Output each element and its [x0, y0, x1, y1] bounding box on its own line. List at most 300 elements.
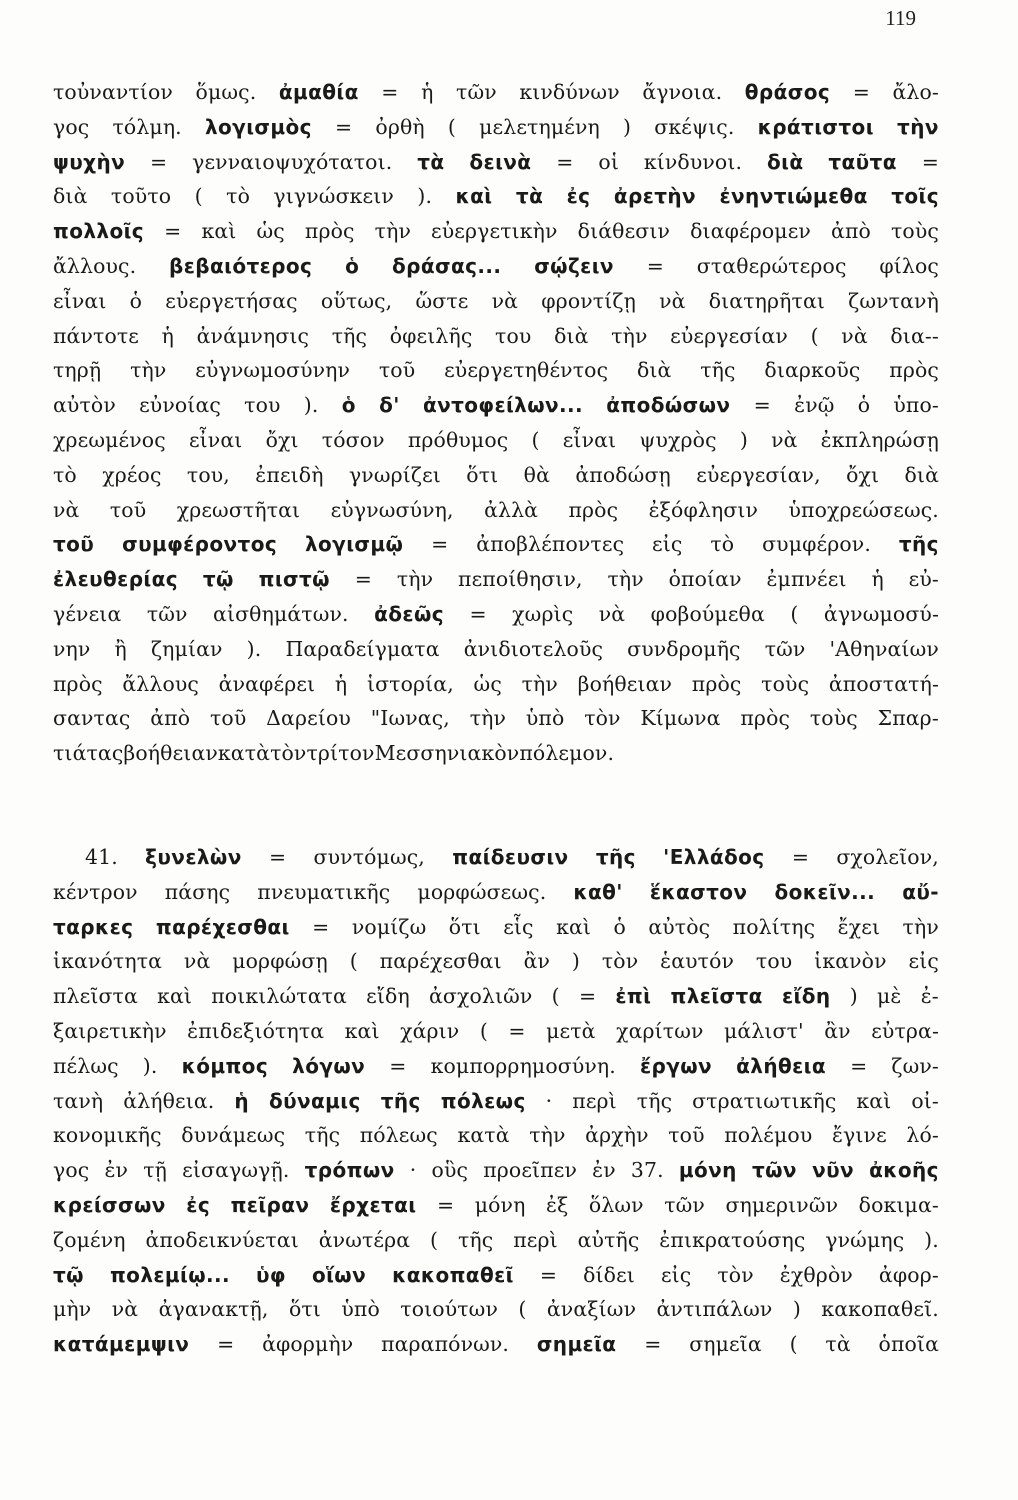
word: διάθεσιν	[577, 219, 671, 244]
lemma-word: κακοπαθεῖ	[392, 1262, 514, 1287]
word: τανὴ	[53, 1088, 104, 1113]
word: ἡ	[421, 80, 434, 104]
word: ἄγνοια.	[642, 80, 723, 104]
lemma-word: πολεμίῳ...	[109, 1262, 230, 1287]
text-line	[53, 353, 939, 388]
lemma-word: 'Ελλάδος	[663, 845, 765, 869]
word: πεποίθησιν,	[458, 567, 583, 592]
word: εἶναι	[562, 427, 617, 452]
lemma-word: τῶν	[751, 1158, 797, 1183]
word: ζημίαν	[150, 636, 223, 661]
word: ὅμως.	[195, 80, 257, 104]
text-line	[53, 979, 939, 1014]
text-line	[53, 701, 939, 736]
lemma-word: δύναμις	[268, 1088, 361, 1113]
text-line	[53, 562, 939, 597]
word: =	[150, 149, 168, 174]
word: πάντοτε	[53, 323, 140, 348]
lemma-word: πόλεως	[440, 1088, 526, 1113]
word: ἔγινε	[831, 1123, 887, 1148]
text-line	[53, 75, 939, 110]
lemma-word: παίδευσιν	[452, 845, 569, 869]
word: ποικιλώτατα	[211, 984, 347, 1009]
word: γιγνώσκειν	[273, 184, 394, 209]
word: οὕτως,	[320, 288, 393, 313]
word: )	[571, 949, 581, 974]
word: πόλεμον.	[519, 741, 615, 766]
lemma-word: τὴν	[897, 114, 939, 139]
word: Κίμωνα	[640, 706, 721, 731]
lemma-word: ἀλήθεια	[736, 1053, 826, 1078]
word: ζωντανὴ	[848, 288, 939, 313]
word: ζων-	[891, 1053, 939, 1078]
text-line	[53, 1014, 939, 1049]
word: ὅτι	[466, 462, 499, 487]
word: ἱκανότητα	[53, 949, 163, 974]
word: κατὰ	[457, 1123, 510, 1148]
lemma-word: ἐπὶ	[615, 984, 652, 1009]
word: ἐπειδὴ	[255, 462, 324, 487]
lemma-word: ἀκοῆς	[869, 1158, 939, 1183]
lemma-word: τὰ	[417, 149, 445, 174]
word: ἀποδεικνύεται	[145, 1227, 299, 1252]
word: σχολεῖον,	[836, 845, 939, 869]
word: εὐνοίας	[139, 393, 221, 418]
lemma-word: ἐς	[566, 184, 591, 209]
word: κομπορρημοσύνη.	[430, 1053, 616, 1078]
lemma-word: δοκεῖν...	[774, 879, 876, 904]
word: ἂν	[523, 949, 551, 974]
lemma-word: σημεῖα	[536, 1332, 617, 1357]
word: κίνδυνοι.	[643, 149, 743, 174]
lemma-word: τοῖς	[891, 184, 939, 209]
word: ὥστε	[415, 288, 469, 313]
word: εὐγνωσύνη,	[330, 497, 454, 522]
word: αἰσθημάτων.	[213, 601, 349, 626]
word: γνωρίζει	[348, 462, 441, 487]
word: τηρῇ	[53, 358, 102, 383]
word: ὁ	[129, 288, 143, 313]
word: διὰ	[554, 323, 589, 348]
word: (	[790, 601, 799, 626]
word: εἰς	[660, 1262, 692, 1287]
word: συνδρομῆς	[627, 636, 741, 661]
word: (	[518, 1297, 527, 1322]
text-line	[53, 145, 939, 180]
word: στρατιωτικῆς	[692, 1088, 837, 1113]
word: γένεια	[53, 601, 122, 626]
word: καὶ	[556, 914, 592, 939]
word: πρὸς	[691, 671, 742, 696]
lemma-word: ἐλευθερίας	[53, 567, 179, 592]
lemma-word: καθ'	[573, 879, 623, 904]
word: καὶ	[201, 219, 237, 244]
word: φοβούμεθα	[650, 601, 765, 626]
word: σημεῖα	[689, 1332, 762, 1357]
word: τὸ	[53, 462, 77, 487]
word: ἑαυτόν	[660, 949, 735, 974]
word: τόσον	[321, 427, 385, 452]
lemma-word: ὁ	[341, 393, 356, 418]
word: ἀνωτέρα	[318, 1227, 411, 1252]
word: =	[312, 914, 330, 939]
word: ἐπιδεξιότητα	[187, 1018, 325, 1043]
word: ἐκπληρώσῃ	[820, 427, 939, 452]
lemma-word: οἵων	[311, 1262, 367, 1287]
text-line	[53, 493, 939, 528]
word: ὑπὸ	[341, 1297, 380, 1322]
text-line	[53, 249, 939, 284]
word: τοιούτων	[400, 1297, 498, 1322]
lemma-word: κόμπος	[181, 1053, 269, 1078]
text-line	[53, 1049, 939, 1084]
word: εὐεργεσίαν	[670, 323, 788, 348]
word: (	[789, 1332, 798, 1357]
word: εἶναι	[188, 427, 243, 452]
lemma-word: λογισμῷ	[304, 532, 404, 557]
lemma-word: πολλοῖς	[53, 219, 145, 244]
word: =	[753, 393, 771, 418]
word: =	[539, 1262, 558, 1287]
word: Δαρείου	[266, 706, 351, 731]
word: (	[349, 949, 358, 974]
word: χρεωμένος	[53, 427, 166, 452]
word: διὰ	[636, 358, 672, 383]
word: νομίζω	[351, 914, 427, 939]
word: Μεσσηνιακὸν	[374, 741, 520, 766]
word: τὴν	[374, 219, 411, 244]
word: χωρὶς	[512, 601, 574, 626]
word: του	[755, 949, 793, 974]
word: αὐτὸν	[53, 393, 116, 418]
lemma-word: ἐς	[186, 1192, 211, 1217]
word: μὲ	[877, 984, 902, 1009]
word: ἀγνωμοσύ-	[823, 601, 939, 626]
word: γενναιοψυχότατοι.	[192, 149, 393, 174]
word: οἰ-	[911, 1088, 939, 1113]
lemma-word: ψυχὴν	[53, 149, 126, 174]
text-line	[53, 1118, 939, 1153]
word: πρὸς	[568, 497, 619, 522]
word: 41.	[85, 845, 118, 869]
lemma-word: ἀντοφείλων...	[422, 393, 584, 418]
word: τῆς	[457, 1227, 494, 1252]
lemma-word: διὰ	[767, 149, 804, 174]
word: νὰ	[183, 949, 211, 974]
word: εὐεργετηθέντος	[444, 358, 609, 383]
word: =	[436, 1192, 455, 1217]
word: τρίτον	[306, 741, 375, 766]
word: ἀνιδιοτελοῦς	[463, 636, 604, 661]
word: εὐεργετήσας	[165, 288, 298, 313]
word: πρὸς	[740, 706, 791, 731]
word: τόλμη.	[112, 114, 182, 139]
lemma-word: ἕκαστον	[649, 879, 748, 904]
word: δια--	[890, 323, 939, 348]
word: τῇ	[143, 1158, 168, 1183]
lemma-word: δεινὰ	[469, 149, 532, 174]
lemma-word: ἔρχεται	[329, 1192, 417, 1217]
word: 'Αθηναίων	[829, 636, 939, 661]
word: θὰ	[523, 462, 551, 487]
word: κακοπαθεῖ.	[821, 1297, 939, 1322]
word: τὸν	[717, 1262, 754, 1287]
word: ὁ	[613, 914, 626, 939]
word: πνευματικῆς	[257, 879, 391, 904]
word: τιάτας	[53, 741, 124, 766]
word: τοῦ	[209, 706, 247, 731]
lemma-word: ἀμαθία	[278, 80, 359, 104]
word: ἀποβλέποντες	[476, 532, 625, 557]
word: =	[852, 80, 870, 104]
word: κέντρον	[53, 879, 138, 904]
word: ἐπικρατούσης	[659, 1227, 806, 1252]
word: ἄλλους.	[53, 253, 137, 278]
word: διατηρῆται	[708, 288, 826, 313]
word: τὸν	[584, 706, 621, 731]
word: κονομικῆς	[53, 1123, 162, 1148]
lemma-word: πιστῷ	[258, 567, 330, 592]
word: μελετημένη	[479, 114, 600, 139]
word: εἰσαγωγῇ.	[182, 1158, 290, 1183]
word: χαρίτων	[616, 1018, 704, 1043]
word: ἀποδώσῃ	[575, 462, 671, 487]
word: ἄλο-	[892, 80, 939, 104]
word: ὑποχρεώσεως.	[788, 497, 939, 522]
word: κατὰ	[217, 741, 271, 766]
word: γνώμης	[825, 1227, 905, 1252]
word: εἷς	[503, 914, 534, 939]
word: πόλεως	[359, 1123, 438, 1148]
word: βοήθειαν	[123, 741, 218, 766]
word: ἀναξίων	[546, 1297, 637, 1322]
lemma-word: κρείσσων	[53, 1192, 166, 1217]
word: =	[469, 601, 487, 626]
word: ὁ	[857, 393, 871, 418]
word: τοῦ	[109, 497, 147, 522]
text-line	[53, 1084, 939, 1119]
word: φίλος	[879, 253, 939, 278]
lemma-word: μόνη	[678, 1158, 737, 1183]
text-line	[53, 597, 939, 632]
word: νὰ	[771, 427, 798, 452]
word: πολίτης	[732, 914, 816, 939]
word: περὶ	[572, 1088, 617, 1113]
word: =	[164, 219, 182, 244]
word: τὴν	[611, 323, 648, 348]
lemma-word: ἀρετὴν	[613, 184, 697, 209]
word: του	[495, 323, 532, 348]
word: διαφέρομεν	[690, 219, 811, 244]
word: (	[551, 984, 560, 1009]
text-line	[53, 423, 939, 458]
lemma-word: τῆς	[898, 532, 939, 557]
word: νην	[53, 636, 91, 661]
word: τοὺς	[809, 706, 858, 731]
word: χρεωστῆται	[176, 497, 301, 522]
word: =	[217, 1332, 235, 1357]
lemma-word: τῷ	[53, 1262, 84, 1287]
word: τὴν	[469, 706, 507, 731]
word: σταθερώτερος	[696, 253, 847, 278]
word: τοῦτο	[110, 184, 172, 209]
word: ἡ	[871, 567, 884, 592]
word: =	[335, 114, 353, 139]
word: καὶ	[157, 984, 193, 1009]
lemma-word: ἀποδώσων	[606, 393, 731, 418]
word: =	[381, 80, 399, 104]
lemma-word: τρόπων	[304, 1158, 395, 1183]
word: τοῦ	[668, 1123, 705, 1148]
lemma-word: ἔργων	[640, 1053, 713, 1078]
lemma-word: ἡ	[234, 1088, 250, 1113]
word: τὴν	[396, 567, 434, 592]
word: μάλιστ'	[724, 1018, 804, 1043]
word: ἡ	[161, 323, 175, 348]
word: ).	[142, 1053, 158, 1078]
text-line	[53, 1153, 939, 1188]
text-line	[53, 458, 939, 493]
word: ἀφορμὴν	[262, 1332, 354, 1357]
word: τὸν	[601, 949, 639, 974]
lemma-word: πεῖραν	[230, 1192, 310, 1217]
word: ἐν	[104, 1158, 129, 1183]
word: =	[644, 1332, 662, 1357]
word: (	[810, 323, 819, 348]
word: (	[447, 114, 457, 139]
word: δυνάμεως	[181, 1123, 286, 1148]
word: ὑπο-	[893, 393, 939, 418]
word: =	[431, 532, 449, 557]
word: ἐξ	[545, 1192, 569, 1217]
word: τὰ	[825, 1332, 851, 1357]
word: φροντίζῃ	[541, 288, 636, 313]
word: τὸν	[270, 741, 307, 766]
word: (	[430, 1227, 439, 1252]
word: πλεῖστα	[53, 984, 138, 1009]
word: ).	[417, 184, 433, 209]
word: ἡ	[334, 671, 348, 696]
word: ἂν	[824, 1018, 851, 1043]
page-number: 119	[885, 6, 916, 30]
word: )	[792, 1297, 801, 1322]
word: σαντας	[53, 706, 131, 731]
word: ἐ-	[920, 984, 939, 1009]
word: νὰ	[491, 288, 519, 313]
word: αὐτὸς	[648, 914, 711, 939]
word: ὄχι	[265, 427, 299, 452]
lemma-word: πλεῖστα	[670, 984, 763, 1009]
lemma-word: συμφέροντος	[122, 532, 278, 557]
word: =	[646, 253, 664, 278]
word: ὁποῖα	[878, 1332, 939, 1357]
word: πρὸς	[889, 358, 939, 383]
word: ἀγανακτῇ,	[158, 1297, 269, 1322]
text-line	[53, 736, 939, 771]
word: ψυχρὸς	[639, 427, 717, 452]
word: νὰ	[111, 1297, 139, 1322]
word: του,	[186, 462, 230, 487]
lemma-word: βεβαιότερος	[169, 253, 313, 278]
word: τὴν	[529, 1123, 566, 1148]
word: ἱστορία,	[366, 671, 454, 696]
word: ὅτι	[288, 1297, 321, 1322]
word: γος	[53, 114, 90, 139]
word: )	[849, 984, 858, 1009]
lemma-word: τῆς	[595, 845, 636, 869]
word: Παραδείγματα	[285, 636, 440, 661]
lemma-word: ὁ	[345, 253, 360, 278]
word: πρόθυμος	[407, 427, 509, 452]
word: =	[791, 845, 810, 869]
text-line	[53, 944, 939, 979]
word: τὴν	[521, 671, 558, 696]
word: =	[921, 149, 939, 174]
word: μορφώσῃ	[232, 949, 328, 974]
word: ἀπὸ	[150, 706, 191, 731]
word: εἰς	[908, 949, 939, 974]
lemma-word: κατάμεμψιν	[53, 1332, 190, 1357]
word: ἄλλους	[122, 671, 199, 696]
word: τὸ	[226, 184, 250, 209]
word: Σπαρ-	[877, 706, 939, 731]
word: ζομένη	[53, 1227, 126, 1252]
word: ).	[924, 1227, 939, 1252]
word: ὀρθὴ	[375, 114, 425, 139]
word: )	[739, 427, 748, 452]
word: σκέψις.	[654, 114, 735, 139]
word: ἐν	[592, 1158, 616, 1183]
word: "Ιωνας,	[370, 706, 450, 731]
word: (	[194, 184, 203, 209]
word: πάσης	[164, 879, 231, 904]
word: οἱ	[598, 149, 619, 174]
lemma-word: εἴδη	[782, 984, 831, 1009]
word: συμφέρον.	[762, 532, 871, 557]
word: χάριν	[400, 1018, 460, 1043]
word: =	[556, 149, 574, 174]
word: τῶν	[664, 1192, 705, 1217]
word: ἐξόφλησιν	[648, 497, 759, 522]
lemma-word: καὶ	[455, 184, 493, 209]
word: ἀσχολιῶν	[429, 984, 533, 1009]
word: ἀναφέρει	[218, 671, 316, 696]
word: )	[623, 114, 632, 139]
word: σημερινῶν	[725, 1192, 839, 1217]
word: ὡς	[473, 671, 502, 696]
word: τῶν	[146, 601, 188, 626]
lemma-word: παρέχεσθαι	[155, 914, 290, 939]
word: πρὸς	[304, 219, 355, 244]
word: =	[389, 1053, 407, 1078]
word: ὄχι	[846, 462, 880, 487]
word: του	[244, 393, 281, 418]
text-line	[53, 1188, 939, 1223]
word: τοὺς	[761, 671, 810, 696]
lemma-word: δράσας...	[392, 253, 502, 278]
word: τοὺς	[891, 219, 939, 244]
word: διὰ	[53, 184, 88, 209]
word: τῶν	[764, 636, 806, 661]
word: τὸ	[710, 532, 735, 557]
word: μὴν	[53, 1297, 92, 1322]
word: καὶ	[856, 1088, 892, 1113]
word: νὰ	[659, 288, 686, 313]
word: νὰ	[841, 323, 868, 348]
word: κινδύνων	[519, 80, 620, 104]
word: βοήθειαν	[577, 671, 673, 696]
lemma-word: τῷ	[202, 567, 234, 592]
